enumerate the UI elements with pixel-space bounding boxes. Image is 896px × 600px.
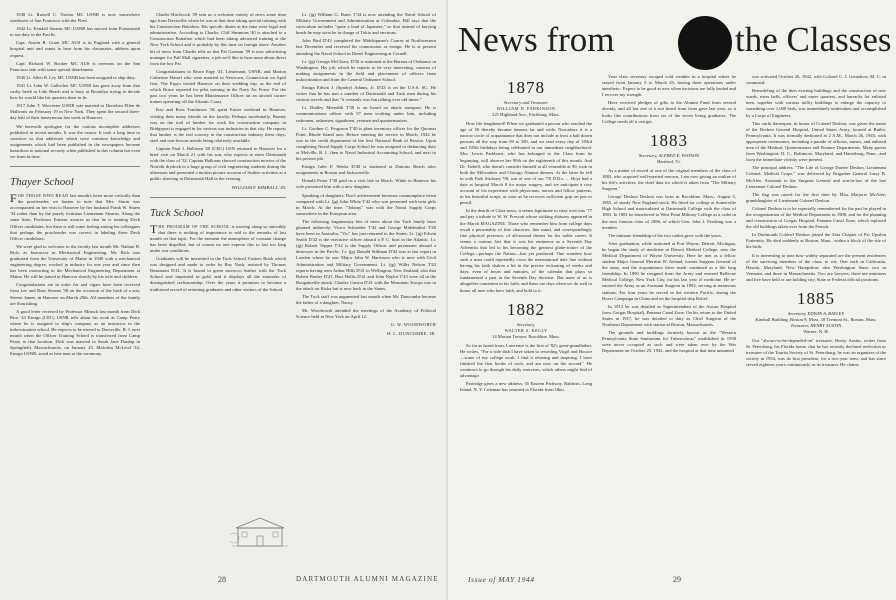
paragraph: Lt. Gardner C. Ferguson T'40 is plant inventory officer for the Quonset Point, Rhode Island area. Before entering the service in March, 1942 he was in the credit department of the first National Bank of Boston. Upon completing Naval Supply Corps School he was assigned to disbursing duty at Melville, R. I., then to Naval Industrial Accounting School, and next to his present job.: [296, 125, 436, 162]
page-number: 28: [218, 575, 226, 584]
paragraph-text: last month's letter more critically than the proofreader, we hasten to note that Mrs. Sturm was accompanied on her visit to Hanover by her husband Frank W. Sturm '34 rather than by the purely fictitious Lieutenant Stearns. Along the same lines, Professor Ermenc assures us that he is training Deck Officer candidates, but there is still some feeling among his colleagues that perhaps the proofreader was correct in labeling these Deck Officer candidates.: [10, 193, 140, 241]
paragraph: In Dartmouth Colonel Deshon joined the Zeta Chapter of Psi Upsilon Fraternity. He died suddenly at Boston, Mass., within a block of the site of his birth.: [746, 232, 886, 250]
paragraph: Colonel Deshon is to be especially remembered for the part he played in the reorganization of the Medical Department in 1908, and for the planning and construction of Gorgas Hospital, Panama Canal Zone, which replaced the old buildings taken over from the French.: [746, 205, 886, 230]
section-rule: [10, 166, 140, 167]
treasurer-name: HENRY AUSTIN: [810, 323, 842, 328]
paragraph: The following fragmentary bits of news about the Tuck family have gleaned indirectly: Victor Schneider T'42 and George Middendorf T'40 have been in Australia; "Vic" has just returned to the States. Lt. (jg) Edwin Smith D'42 is the executive officer aboard a P. C. boat in the Atlantic. Lt. (jg) Robert Tepper T'42 is the Supply Officer and paymaster aboard a destroyer in the Pacific. Lt. (jg) Donald Stillman D'42 was at last report in London where he saw Major John W. Harrisson who is now with Civil Administration and Military Government. Lt. (jg) Willis Nelson T'42 reports having seen Arthur Hills D'41 in Wellington, New Zealand; also that Robert Barber D'41, Burt Hollis D'41 and John Naylor T'43 were all in the Bougainville attack. Charles Carson D'41 with the Mountain Troops was in the attack on Kiska but is now back in the States.: [296, 218, 436, 291]
paragraph: Captain Paul J. Halloran '20 (CEC) USN returned to Hanover for a brief visit on March 21 with his son, who expects to enter Dartmouth with the class of '52. Captain Halloran showed construction movies of the Norfolk drydock to a large group of civil engineering students during the afternoon and presented a motion picture account of Seabee activities at a public showing in Dartmouth Hall in the evening.: [150, 145, 286, 182]
paragraph: After graduation, while stationed at Fort Wayne, Detroit, Michigan, he began the study of medicine at Detroit Medical College, now the Medical Department of Wayne University. Here he met as a fellow student Major General Merritte W. Ireland, former Surgeon General of the army, and the acquaintance there made continued as a life long friendship. In 1890 he resigned from the Army and entered Bellevue Medical College, New York City, for his last year of medicine. He re-entered the Army as an Assistant Surgeon in 1892, serving at numerous stations. For four years he served in the western Pacific, during the Boxer Campaign in China and on the hospital ship Relief.: [602, 240, 736, 301]
class-year: 1883: [650, 130, 688, 150]
paragraph: Have received pledges of gifts to the Alumni Fund from several already, and all but one of it not heard from from gave last year, so it looks like contributions from six of the seven living graduates. The College needs all it can get.: [602, 100, 736, 124]
dropcap: T: [150, 221, 158, 236]
right-page: [448, 0, 896, 600]
issue-footer: Issue of MAY 1944: [468, 575, 535, 584]
paragraph: Mr. Woodworth attended the meetings of the Academy of Political Science held in New York on April 12.: [296, 308, 436, 320]
paragraph: It is interesting to note how widely separated are the present residences of the surviving members of the class, to wit: One each in California, Hawaii, Maryland, New Hampshire; also Washington State; two in Vermont; and three in Massachusetts. Two are lawyers, three are ministers and five have held or are holding city, State or Federal official positions.: [746, 252, 886, 282]
paragraph: This outfit thereupon, in honor of Colonel Deshon, was given the name of the Deshon General Hospital, United States Army, located at Butler, Pennsylvania. It was formally dedicated at 2 A.M., March 26, 1943, with appropriate ceremonies, including a parade of officers, nurses, and enlisted men of the Medical, Quartermaster and Finance Departments. Many guests from Washington, D. C., Baltimore, Maryland, and Harrisburg, Penn., and from the immediate vicinity were present.: [746, 120, 886, 163]
left-column-3: [296, 12, 436, 567]
dropcap: F: [10, 191, 17, 206]
secretary-address: Hartford, Vt.: [657, 158, 681, 164]
secretary-name: EDWIN A. BAYLEY: [807, 311, 845, 316]
paragraph: The principal address, "The Life of George Durfee Deshon, Lieutenant Colonel, Medical Corps," was delivered by Brigadier General Larry B. McAfee, Assistant to the Surgeon General and son-in-law of the late Lieutenant Colonel Deshon.: [746, 165, 886, 189]
paragraph: was activated October 26, 1942, with Colonel C. J. Gentzkow, M. C. in command.: [746, 74, 886, 86]
lead-in: HE PROGRAM OF THE SCHOOL: [158, 223, 230, 229]
paragraph: Graduates will be interested in the Tuck School Visitors Book which was designed and made to order by Ray Nash, assisted by Thomas Beaumont D'41. It is bound in green morocco leather with the Tuck School seal imprinted in gold, and it displays all the earmarks of distinguished craftsmanship. Over the years it promises to become a traditional record of returning graduates and other visitors of the School.: [150, 256, 286, 292]
news-item: 1942 Lt. Kendall Stearns MC USNR has moved from Portsmouth to sea duty in the Pacific.: [10, 26, 140, 38]
right-column-3: [746, 74, 886, 572]
paragraph: The flag was raised for the first time by Miss Marjorie McAfee, granddaughter of Lieutenant Colonel Deshon.: [746, 191, 886, 203]
role-label: Secretary,: [787, 311, 807, 316]
paragraph: Kay and Ross Tomlinson '36 spent Easter weekend in Hanover, visiting their many friends on the faculty. Perhaps incidentally, Barney was on the trail of lumber for work his construction company in Bridgeport is engaged in for various war industries in that city. He reports that lumber is the real scarcity in the construction industry these days, steel and non-ferrous metals being relatively available.: [150, 107, 286, 143]
right-column-2: [602, 74, 736, 572]
left-column-1: [10, 12, 140, 567]
secretary-name: WALTER S. KELLY: [504, 327, 548, 333]
tuck-school-title: Tuck School: [150, 206, 204, 219]
paragraph: George Deshon Deshon was born in Brookline, Mass., August 5, 1865, of sturdy New England stock. He fitted for college at Somerville High School and matriculated at Dartmouth College with the class of 1883. In 1881 he transferred to West Point Military College as a cadet in the now famous class of 1886, of which Gen. John J. Pershing was a member.: [602, 194, 736, 230]
news-item: Capt. Austin R. Grant MC AUS is in England with a general hospital unit and wants to hear from his classmates, address upon request.: [10, 40, 140, 58]
paragraph-text: is moving along so smoothly that there is nothing of importance to add to the remarks of last month on that topic. For the moment the atmosphere of constant change has been dispelled, but of course no one expects this to last too long under war conditions.: [150, 223, 286, 253]
secretary-role: Secretary,: [516, 321, 536, 327]
treasurer-address: Warner, N. H.: [803, 329, 829, 334]
secretary-address: Kimball Building, Boston 9, Mass. 18 Tremont St., Boston, Mass.: [755, 317, 877, 322]
paragraph: Charlie Hitchcock '39 sent us a welcome variety of news some time ago from Davisville where he was at that time taking special training with his Construction Battalion. His specific duties at the time were legal and administrative. According to Charlie, Cliff Simmons '40 is attached to a Construction Battalion which had been taking advanced training at the New York School and is probably by this time on foreign shore. Another bit of news from Charlie tells us that Pat Gorman '39 is now advertising manager for Pall Mall cigarettes, a job we'd like to hear more about direct from the boy Pat.: [150, 12, 286, 66]
class-year: 1885: [797, 289, 835, 308]
lead-in: OR THOSE WHO READ: [17, 193, 69, 199]
thayer-lead-paragraph: [10, 193, 140, 242]
paragraph: Donald Pease T'38 paid us a visit late in March. While in Hanover his wife presented him with a new daughter.: [296, 178, 436, 190]
paragraph: Our "always-to-be-depended-on" treasurer, Henry Austin, writes from St. Petersburg, his Florida home, that he has recently declined reelection as treasurer of the Tourist Society of St. Petersburg; he was an organizer of the society in 1934, was its first president, for a two-year term, and has since served eighteen years continuously as its treasurer. He claims: [746, 338, 886, 368]
secretary-role: Secretary and Treasurer: [503, 100, 549, 105]
secretary-name: WILLIAM D. PARKINSON: [496, 106, 556, 111]
paragraph: Remodeling of the then existing buildings and the construction of new wards, mess halls, officers' and nurse quarters, and barracks for enlisted men, together with various utility buildings to enlarge the capacity to something over 1,000 beds, was immediately undertaken and accomplished by a Corps of Engineers.: [746, 88, 886, 118]
paragraph: In the dearth of Class news, it seems legitimate to stray over into '77 and pay a tribute to W. W. Prescott whose striking obituary appeared in the March MAGAZINE. Those who remember him from college days recall a personality of fine character, fine mind, and correspondingly fine physical presence, of all-around fitness for his noble career. It seems a curious fact that it was his eminence as a Seventh Day Adventist that led to his becoming the greatest globe-trotter of the College—perhaps the Nation—has yet produced. One wonders how such a man could repeatedly cross the international date line without having his faith shaken a bit in the precise reckoning of weeks and days, even of hours and minutes, of the calendar that plays so fundamental a part in the Seventh Day doctrine. But none of us is altogether consistent in his faith, and these are days when we do well to honor all men who have faith, and hold to it.: [460, 208, 592, 293]
paragraph: Congratulations are in order for and cigars have been received from Lee and Russ Stearns '38 on the occasion of the birth of a son, Steven James, in Hanover on March 29th. All members of the family are flourishing.: [10, 282, 140, 306]
banner-disc-icon: [678, 16, 732, 70]
news-item: 1940 Lt. Allen B. Ley MC USNR has been assigned to ship duty.: [16, 74, 136, 80]
signature: G. W. WOODWORTH: [390, 322, 436, 328]
tuck-building-sketch-icon: [230, 512, 290, 552]
section-rule: [150, 197, 286, 198]
col1-top-items: [10, 12, 140, 160]
paragraph: Ensign Jules F. Weeks D'40 is stationed at Dutrons Beach after assignments in Boston and Jacksonville.: [296, 164, 436, 176]
secretary-address: 14 Marion Terrace, Brookline, Mass.: [492, 333, 560, 339]
paragraph: In 1913 he was detailed as Superintendent of the Ancon Hospital (now Gorgas Hospital), Panama Canal Zone. On his return to the United States in 1917, he was detailed to duty as Chief Surgeon of the Northeast Department with station at Boston, Massachusetts.: [602, 303, 736, 327]
role-label: Treasurer,: [790, 323, 810, 328]
class-year: 1882: [507, 299, 545, 319]
paragraph: The intimate friendship of the two cadets grew with the years.: [608, 232, 722, 238]
secretary-address: 321 Highland Ave., Fitchburg, Mass.: [492, 112, 560, 117]
tuck-lead-paragraph: [150, 221, 286, 254]
paragraph: Lt. (jg) William G. Bates T'34 is now attending the Naval School of Military Government and Administration at Columbia. Bill says that the curriculum includes "quite a load of Japanese," so that instead of burying heads he may soon be in charge of Tokio and environs.: [296, 12, 436, 36]
news-item: 1938 Lt. Russell C. Norton MC USNR is now somewhere southwest of San Francisco with the Fleet.: [10, 12, 140, 24]
news-item: We herewith apologize for the various incomplete addresses published in recent months. It was the censor. It took a long time to convince us that addresses which were common knowledge and assignments which had been published in the newspapers became hazardous to national security when published in this column but even we learn in time.: [10, 123, 140, 159]
paragraph: Congratulations to Bruce Espy '41, Lieutenant, USNR, and Marion Catherine Hassel who were married in Newtown, Connecticut on April first. The Espys visited Hanover on their wedding trip, as the end of which Bruce reported for pilot training in the Navy Air Force. For the past two years he has been Maintenance Officer on an aircraft carrier trainer operating off the Atlantic Coast.: [150, 68, 286, 105]
magazine-footer: DARTMOUTH ALUMNI MAGAZINE: [296, 575, 439, 583]
paragraph: A good letter received by Professor Minsch last month from Dick Rice '43 Ensign (CEC) USNR tells about his work at Camp Peary where he is assigned to ship's company as an instructor in the indoctrination school. He expects to be moved to Davisville, R. I. next month when the Officer Training School is transferred from Camp Peary to that location. Dick was married to Sarah Jane Dunlap in Springfield, Massachusetts, on January 25. Malcolm McLeod '44, Ensign USNR, acted as best man at the ceremony.: [10, 308, 140, 357]
paragraph: So far as heard from, Lawrence is the first of '82's great-grandfather. He writes, "For a side dish I have taken to reweding Virgil and Horace—some of my college work. I find it relaxing and inspiring. I have finished the first books of each, and am now on the second." He continues to go through his daily exercises, which others might find of advantage.: [460, 342, 592, 379]
page-number: 29: [673, 575, 681, 584]
paragraph: Lt. (jg) George McCleary D'36 is stationed at the Bureau of Ordnance in Washington. His job, which he reports to be very interesting, consists of making assignments in the field and placements of officers from indoctrination and from the General Ordnance School.: [296, 58, 436, 82]
paragraph: Partridge gives a new address: 35 Eastern Parkway, Baldwin, Long Island, N. Y. Coleman has returned to Florida from Ohio.: [460, 381, 592, 393]
paragraph: We were glad to welcome to the faculty last month Mr. Nathan H. Rich, as Instructor in Mechanical Engineering. Mr. Rich was graduated from the University of Maine in 1940 with a mechanical engineering degree, worked in industry for one year and since then has been instructing in the Mechanical Engineering Department at Maine. He will be joined in Hanover shortly by his wife and children.: [10, 243, 140, 280]
thayer-school-title: Thayer School: [10, 176, 74, 189]
paragraph: Lt. Dudley Meredith T'38 is on board an attack transport. He is communications officer with 57 men working under him, including radiomen, radarmen, signalmen, yeomen and quartermasters.: [296, 105, 436, 123]
paragraph: John Bird D'43 completed the Midshipman's Course at Northwestern last December and received his commission as ensign. He is at present attending the Naval School in Diesel Engineering at Cornell.: [296, 38, 436, 56]
role-label: Secretary,: [638, 152, 658, 158]
paragraph: The grounds and buildings formerly known as the "Western Pennsylvania State Sanitarium for Tuberculosis" established in 1938 were never occupied as such and were taken over by the War Department on October 25, 1942, and the hospital at that time unnamed: [602, 330, 736, 354]
right-column-1: [460, 72, 592, 572]
secretary-name: ALFRED E. WATSON: [658, 152, 700, 158]
paragraph: The Tuck staff was augmented last month when Mr. Duncombe became the father of a daughter, Nancy.: [296, 294, 436, 306]
paragraph: Speaking of daughters. Don't achievement becomes commonplace when compared with Lt. (jg) John White T'42 who was presented with twin girls in March. At the time, "Johnny" was with the Naval Supply Corps somewhere in the European area.: [296, 192, 436, 216]
news-item: 1917 John T. Worcester USNR was married to Dorothea Ellen de Malleraís on February 19 in New York. They spent the second three-day half of their honeymoon last week at Hanover.: [10, 103, 140, 121]
class-year: 1878: [507, 78, 545, 97]
left-column-2: [150, 12, 286, 510]
signature: H. L. DUNCOMBE, JR.: [387, 330, 436, 336]
news-item: 1941 Lt. John W. Gallocher MC USNR has gone away from that cushy berth at Lido Beach and is busy at Brooklyn trying to decide how he would like his quarters done in fir.: [10, 82, 140, 101]
paragraph: Your class secretary escaped cold weather in a hospital where he stayed from January 5 to March 25; having three operations under anesthetic. Expect to be good as new when incisions are fully healed and I recover my strength.: [602, 74, 736, 98]
paragraph: How life lengthened! When we graduated a person who reached the age of 50 thereby became famous far and wide. Nowadays it is a narrow circle of acquaintance that does not include at least a half dozen persons all the way from 90 to 100, and we read every day of 103rd and 105th birthdays being celebrated in our immediate neighborhood. Mrs. Lewis Parkhurst, who has belonged to the Class from its beginning, will observe her 90th on the eighteenth of this month. And Dr. Tarbell, who doesn't consider himself at all venerable at 90, took in both the Milwaukee and Chicago Alumni dinners. At the latter he fell in with Park Stickney '98, son of one of our '78 D.D.s. ... Hoyt had a date at hospital March 8 for major surgery, and we anticipate a rosy account of his experience with physicians, nurses and fellow patients, in his beautiful script, as soon as he recovers sufficient grip on pen or pencil.: [460, 121, 592, 206]
signature: WILLIAM P. KIMBALL '29.: [231, 184, 286, 190]
paragraph: As a matter of record of one of the original members of the class of 1883, who acquired well-merited renown, I am now giving an outline of his life's activities, the chief data for which is taken from "The Military Surgeon.": [602, 167, 736, 192]
paragraph: Ensign Edwin J. (Sparky) Adams, Jr. D'43 is on the U.S.S. SC. He writes that he has met a number of Dartmouth and Tuck men during his various travels and that "it certainly was fun talking over old times.": [296, 85, 436, 103]
banner-news-from: News from: [458, 20, 615, 59]
banner-the-classes: the Classes: [735, 20, 892, 59]
news-item: Capt. Richard W. Rooker MC AUS is overseas on the San Francisco side with some special detachment.: [10, 60, 140, 72]
